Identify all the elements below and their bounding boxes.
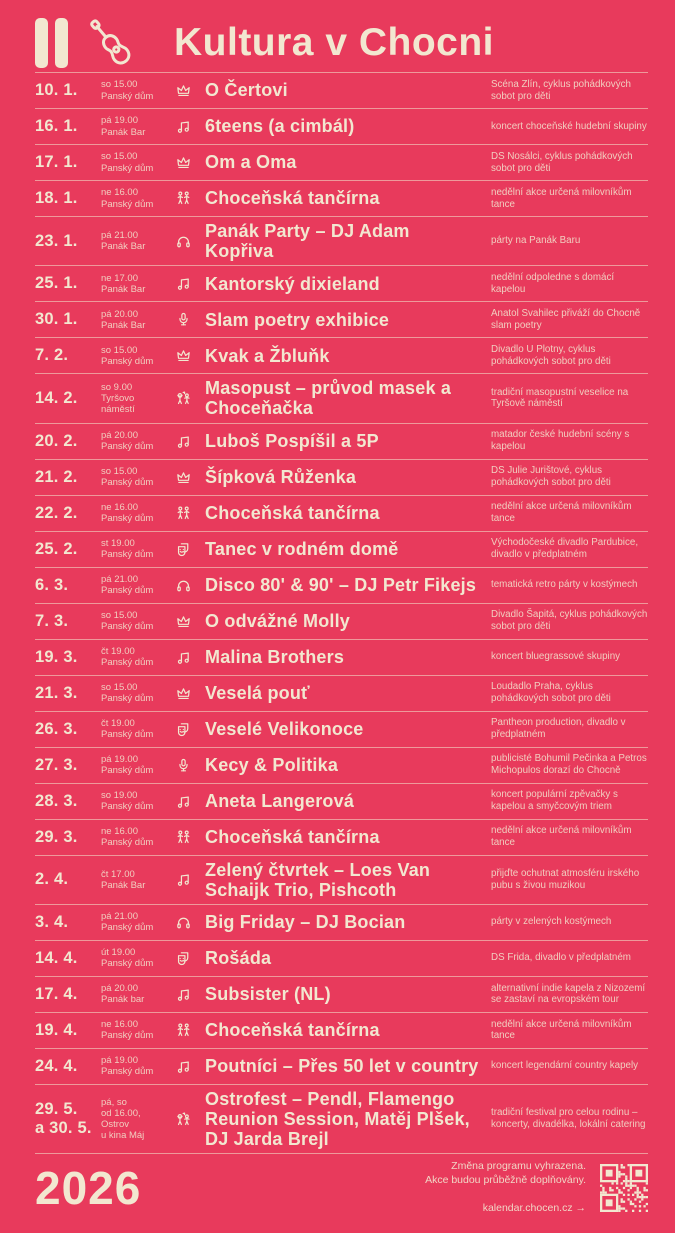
footer-notes — [425, 1160, 586, 1215]
guitar-icon — [86, 14, 144, 72]
event-meta — [101, 646, 175, 668]
headphones-icon — [175, 914, 205, 931]
event-title: Poutníci – Přes 50 let v country — [205, 1056, 479, 1077]
music-notes-icon — [175, 1058, 205, 1075]
event-meta-line: Panák Bar — [101, 879, 146, 891]
event-title: Om a Oma — [205, 152, 297, 173]
event-row — [35, 603, 648, 639]
crown-icon — [175, 347, 205, 364]
event-date-line: 16. 1. — [35, 117, 78, 136]
event-date — [35, 1100, 101, 1138]
event-meta-line: so 15.00 — [101, 79, 138, 91]
event-meta — [101, 430, 175, 452]
event-row — [35, 639, 648, 675]
event-meta-line: Panský dům — [101, 922, 154, 934]
event-title: Veselá pouť — [205, 683, 310, 704]
event-title: Kecy & Politika — [205, 755, 339, 776]
event-meta — [101, 1097, 175, 1142]
pause-icon — [35, 18, 68, 68]
event-row — [35, 819, 648, 855]
event-meta-line: čt 19.00 — [101, 717, 135, 729]
event-title: Panák Party – DJ Adam Kopřiva — [205, 221, 410, 262]
event-date — [35, 828, 101, 847]
event-date-line: 19. 4. — [35, 1020, 78, 1039]
event-date — [35, 117, 101, 136]
event-title: Zelený čtvrtek – Loes Van Schaijk Trio, Pishcoth — [205, 859, 431, 900]
event-date — [35, 1021, 101, 1040]
event-title: Choceňská tančírna — [205, 1020, 380, 1041]
event-row — [35, 337, 648, 373]
event-date — [35, 985, 101, 1004]
event-date — [35, 310, 101, 329]
event-description: přijďte ochutnat atmosféru irského pubu s živou muzikou — [491, 867, 640, 891]
event-description: koncert populární zpěvačky s kapelou a smyčcovým triem — [491, 789, 618, 813]
event-date — [35, 612, 101, 631]
event-meta-line: ne 16.00 — [101, 501, 138, 513]
event-meta-line: so 15.00 — [101, 465, 138, 477]
music-notes-icon — [175, 986, 205, 1003]
event-date-line: 20. 2. — [35, 431, 78, 450]
event-meta — [101, 187, 175, 209]
event-meta-line: so 15.00 — [101, 681, 138, 693]
dancers-icon — [175, 829, 205, 846]
event-meta-line: Panák bar — [101, 994, 145, 1006]
event-row — [35, 423, 648, 459]
event-meta-line: čt 17.00 — [101, 868, 135, 880]
year-label: 2026 — [35, 1161, 142, 1214]
party-icon — [175, 390, 205, 407]
event-title: Kantorský dixieland — [205, 273, 380, 294]
event-meta-line: Panský dům — [101, 765, 154, 777]
page-title: Kultura v Chocni — [174, 21, 495, 64]
event-meta-line: Panský dům — [101, 549, 154, 561]
event-meta — [101, 273, 175, 295]
event-date-line: 17. 4. — [35, 984, 78, 1003]
event-description: párty na Panák Baru — [491, 235, 581, 247]
event-meta-line: ne 16.00 — [101, 1019, 138, 1031]
event-meta — [101, 718, 175, 740]
event-meta-line: pá 21.00 — [101, 911, 138, 923]
event-date — [35, 576, 101, 595]
event-row — [35, 1012, 648, 1048]
event-row — [35, 1084, 648, 1153]
event-meta — [101, 610, 175, 632]
event-meta-line: náměstí — [101, 404, 135, 416]
dancers-icon — [175, 190, 205, 207]
event-date — [35, 870, 101, 889]
event-meta-line: ne 17.00 — [101, 272, 138, 284]
event-date — [35, 346, 101, 365]
event-title: Aneta Langerová — [205, 791, 355, 812]
dancers-icon — [175, 1022, 205, 1039]
event-row — [35, 976, 648, 1012]
event-date — [35, 81, 101, 100]
event-row — [35, 1048, 648, 1084]
event-description: nedělní odpoledne s domácí kapelou — [491, 271, 615, 295]
event-date-line: 2. 4. — [35, 870, 69, 889]
event-meta-line: Panák Bar — [101, 319, 146, 331]
music-notes-icon — [175, 118, 205, 135]
event-date — [35, 432, 101, 451]
event-meta-line: pá 20.00 — [101, 983, 138, 995]
event-date — [35, 274, 101, 293]
event-row — [35, 675, 648, 711]
event-meta-line: Panský dům — [101, 198, 154, 210]
event-meta — [101, 502, 175, 524]
event-description: koncert bluegrassové skupiny — [491, 651, 621, 663]
music-notes-icon — [175, 793, 205, 810]
crown-icon — [175, 82, 205, 99]
crown-icon — [175, 613, 205, 630]
event-row — [35, 301, 648, 337]
event-date-line: 29. 5. — [35, 1100, 78, 1119]
event-meta-line: so 9.00 — [101, 381, 133, 393]
event-title: Disco 80' & 90' – DJ Petr Fikejs — [205, 575, 477, 596]
event-meta-line: Panský dům — [101, 1030, 154, 1042]
music-notes-icon — [175, 871, 205, 888]
event-date — [35, 153, 101, 172]
event-meta-line: Panský dům — [101, 585, 154, 597]
header — [0, 0, 675, 72]
event-meta — [101, 911, 175, 933]
event-row — [35, 459, 648, 495]
event-meta-line: Panák Bar — [101, 241, 146, 253]
event-date-line: 10. 1. — [35, 81, 78, 100]
event-meta-line: pá 20.00 — [101, 308, 138, 320]
theater-masks-icon — [175, 721, 205, 738]
event-description: Anatol Svahilec přiváží do Chocně slam poetry — [491, 307, 641, 331]
calendar-link[interactable]: kalendar.chocen.cz → — [482, 1201, 586, 1214]
party-icon — [175, 1111, 205, 1128]
event-row — [35, 904, 648, 940]
event-description: tradiční festival pro celou rodinu – koncerty, divadélka, lokální catering — [491, 1107, 646, 1131]
event-description: matador české hudební scény s kapelou — [491, 429, 630, 453]
event-meta-line: st 19.00 — [101, 537, 135, 549]
event-date-line: 3. 4. — [35, 912, 69, 931]
event-description: DS Julie Jurištové, cyklus pohádkových sobot pro děti — [491, 465, 611, 489]
event-meta-line: so 15.00 — [101, 344, 138, 356]
event-meta-line: Panský dům — [101, 801, 154, 813]
event-date-line: 6. 3. — [35, 575, 69, 594]
music-notes-icon — [175, 275, 205, 292]
event-date — [35, 540, 101, 559]
event-description: tematická retro párty v kostýmech — [491, 579, 638, 591]
event-description: koncert choceňské hudební skupiny — [491, 120, 647, 132]
event-date-line: 14. 4. — [35, 948, 78, 967]
event-description: Pantheon production, divadlo v předplatném — [491, 717, 626, 741]
event-meta-line: Panský dům — [101, 693, 154, 705]
event-date-line: 30. 1. — [35, 310, 78, 329]
event-meta-line: so 15.00 — [101, 609, 138, 621]
event-meta — [101, 230, 175, 252]
event-row — [35, 180, 648, 216]
event-meta — [101, 538, 175, 560]
event-meta — [101, 983, 175, 1005]
event-title: Kvak a Žbluňk — [205, 345, 330, 366]
event-meta-line: út 19.00 — [101, 947, 136, 959]
event-meta-line: Tyršovo — [101, 392, 135, 404]
event-row — [35, 108, 648, 144]
crown-icon — [175, 154, 205, 171]
event-date-line: 19. 3. — [35, 647, 78, 666]
event-meta — [101, 466, 175, 488]
event-meta-line: pá 20.00 — [101, 429, 138, 441]
footer-note-line1: Změna programu vyhrazena. — [451, 1160, 586, 1173]
event-date-line: a 30. 5. — [35, 1119, 92, 1138]
event-meta-line: so 19.00 — [101, 789, 138, 801]
event-row — [35, 265, 648, 301]
event-row — [35, 72, 648, 108]
event-description: Scéna Zlín, cyklus pohádkových sobot pro děti — [491, 78, 631, 102]
event-row — [35, 711, 648, 747]
event-meta — [101, 754, 175, 776]
event-meta — [101, 1019, 175, 1041]
event-date-line: 26. 3. — [35, 719, 78, 738]
event-meta-line: pá 19.00 — [101, 115, 138, 127]
event-title: 6teens (a cimbál) — [205, 116, 355, 137]
event-date — [35, 504, 101, 523]
event-title: Big Friday – DJ Bocian — [205, 912, 406, 933]
qr-code[interactable] — [600, 1164, 648, 1212]
event-meta-line: Panský dům — [101, 355, 154, 367]
event-date — [35, 648, 101, 667]
event-meta-line: čt 19.00 — [101, 645, 135, 657]
event-title: Choceňská tančírna — [205, 827, 380, 848]
event-meta — [101, 682, 175, 704]
event-meta-line: pá 21.00 — [101, 229, 138, 241]
event-date-line: 21. 2. — [35, 467, 78, 486]
event-description: alternativní indie kapela z Nizozemí se zastaví na evropském tour — [491, 982, 646, 1006]
event-title: Choceňská tančírna — [205, 188, 380, 209]
event-meta-line: Panský dům — [101, 513, 154, 525]
event-date-line: 22. 2. — [35, 503, 78, 522]
event-meta-line: pá 21.00 — [101, 573, 138, 585]
event-date-line: 7. 2. — [35, 346, 69, 365]
event-date-line: 27. 3. — [35, 755, 78, 774]
event-row — [35, 144, 648, 180]
footer-note-line2: Akce budou průběžně doplňovány. — [425, 1174, 586, 1187]
footer — [0, 1154, 675, 1233]
event-meta-line: Panák Bar — [101, 126, 146, 138]
event-meta — [101, 947, 175, 969]
event-row — [35, 567, 648, 603]
event-title: Tanec v rodném domě — [205, 539, 399, 560]
event-meta-line: pá 19.00 — [101, 1055, 138, 1067]
event-meta-line: so 15.00 — [101, 151, 138, 163]
microphone-icon — [175, 757, 205, 774]
event-meta — [101, 826, 175, 848]
event-description: koncert legendární country kapely — [491, 1060, 639, 1072]
event-meta — [101, 1055, 175, 1077]
event-row — [35, 373, 648, 422]
event-meta-line: Panský dům — [101, 837, 154, 849]
event-meta-line: Panský dům — [101, 958, 154, 970]
theater-masks-icon — [175, 950, 205, 967]
event-description: nedělní akce určená milovníkům tance — [491, 1018, 632, 1042]
event-title: Veselé Velikonoce — [205, 719, 364, 740]
event-meta-line: Panský dům — [101, 729, 154, 741]
crown-icon — [175, 469, 205, 486]
event-date — [35, 189, 101, 208]
event-description: párty v zelených kostýmech — [491, 916, 612, 928]
event-meta — [101, 309, 175, 331]
event-title: Choceňská tančírna — [205, 503, 380, 524]
event-description: nedělní akce určená milovníkům tance — [491, 186, 632, 210]
event-date — [35, 720, 101, 739]
event-date — [35, 468, 101, 487]
event-description: publicisté Bohumil Pečinka a Petros Michopulos dorazí do Chocně — [491, 753, 647, 777]
event-description: DS Frida, divadlo v předplatném — [491, 952, 631, 964]
event-meta-line: Panský dům — [101, 621, 154, 633]
event-meta-line: pá, so — [101, 1096, 127, 1108]
event-date-line: 7. 3. — [35, 611, 69, 630]
event-meta — [101, 115, 175, 137]
event-meta-line: u kina Máj — [101, 1130, 145, 1142]
event-date — [35, 949, 101, 968]
event-description: Divadlo U Plotny, cyklus pohádkových sobot pro děti — [491, 343, 611, 367]
event-meta-line: ne 16.00 — [101, 825, 138, 837]
event-title: Masopust – průvod masek a Choceňačka — [205, 378, 452, 419]
music-notes-icon — [175, 433, 205, 450]
event-row — [35, 216, 648, 265]
event-description: tradiční masopustní veselice na Tyršově náměstí — [491, 386, 629, 410]
event-row — [35, 747, 648, 783]
event-meta-line: pá 19.00 — [101, 753, 138, 765]
event-date — [35, 232, 101, 251]
event-title: Malina Brothers — [205, 647, 345, 668]
event-meta — [101, 790, 175, 812]
event-meta — [101, 382, 175, 416]
event-row — [35, 855, 648, 904]
event-row — [35, 531, 648, 567]
event-meta-line: ne 16.00 — [101, 187, 138, 199]
event-date — [35, 389, 101, 408]
event-title: Subsister (NL) — [205, 984, 331, 1005]
event-date-line: 14. 2. — [35, 388, 78, 407]
event-date-line: 29. 3. — [35, 827, 78, 846]
event-meta-line: Panský dům — [101, 1066, 154, 1078]
event-title: Luboš Pospíšil a 5P — [205, 431, 379, 452]
event-list — [35, 72, 648, 1154]
event-meta-line: Panský dům — [101, 441, 154, 453]
event-title: Slam poetry exhibice — [205, 309, 390, 330]
event-date — [35, 684, 101, 703]
event-date-line: 28. 3. — [35, 791, 78, 810]
event-meta — [101, 345, 175, 367]
event-meta — [101, 79, 175, 101]
event-date-line: 25. 1. — [35, 274, 78, 293]
event-row — [35, 940, 648, 976]
event-meta-line: Panák Bar — [101, 283, 146, 295]
dancers-icon — [175, 505, 205, 522]
event-date — [35, 1057, 101, 1076]
event-title: O odvážné Molly — [205, 611, 351, 632]
microphone-icon — [175, 311, 205, 328]
theater-masks-icon — [175, 541, 205, 558]
event-description: nedělní akce určená milovníkům tance — [491, 825, 632, 849]
event-date — [35, 756, 101, 775]
event-meta-line: Panský dům — [101, 162, 154, 174]
event-description: Východočeské divadlo Pardubice, divadlo v předplatném — [491, 537, 639, 561]
event-description: DS Nosálci, cyklus pohádkových sobot pro děti — [491, 150, 633, 174]
event-meta — [101, 574, 175, 596]
event-date-line: 17. 1. — [35, 153, 78, 172]
event-date-line: 23. 1. — [35, 231, 78, 250]
event-title: Rošáda — [205, 948, 272, 969]
event-row — [35, 495, 648, 531]
event-meta-line: od 16.00, — [101, 1107, 141, 1119]
music-notes-icon — [175, 649, 205, 666]
event-meta-line: Ostrov — [101, 1119, 129, 1131]
event-description: nedělní akce určená milovníkům tance — [491, 501, 632, 525]
event-date — [35, 913, 101, 932]
event-date-line: 18. 1. — [35, 189, 78, 208]
event-date-line: 24. 4. — [35, 1056, 78, 1075]
event-date — [35, 792, 101, 811]
headphones-icon — [175, 233, 205, 250]
event-description: Divadlo Šapitá, cyklus pohádkových sobot pro děti — [491, 609, 648, 633]
event-date-line: 25. 2. — [35, 539, 78, 558]
event-title: Ostrofest – Pendl, Flamengo Reunion Session, Matěj Plšek, DJ Jarda Brejl — [205, 1088, 470, 1150]
event-title: Šípková Růženka — [205, 467, 357, 488]
event-meta-line: Panský dům — [101, 90, 154, 102]
event-title: O Čertovi — [205, 80, 288, 101]
event-description: Loudadlo Praha, cyklus pohádkových sobot pro děti — [491, 681, 611, 705]
event-meta — [101, 151, 175, 173]
event-meta-line: Panský dům — [101, 657, 154, 669]
event-date-line: 21. 3. — [35, 683, 78, 702]
event-meta-line: Panský dům — [101, 477, 154, 489]
crown-icon — [175, 685, 205, 702]
headphones-icon — [175, 577, 205, 594]
event-row — [35, 783, 648, 819]
event-meta — [101, 869, 175, 891]
